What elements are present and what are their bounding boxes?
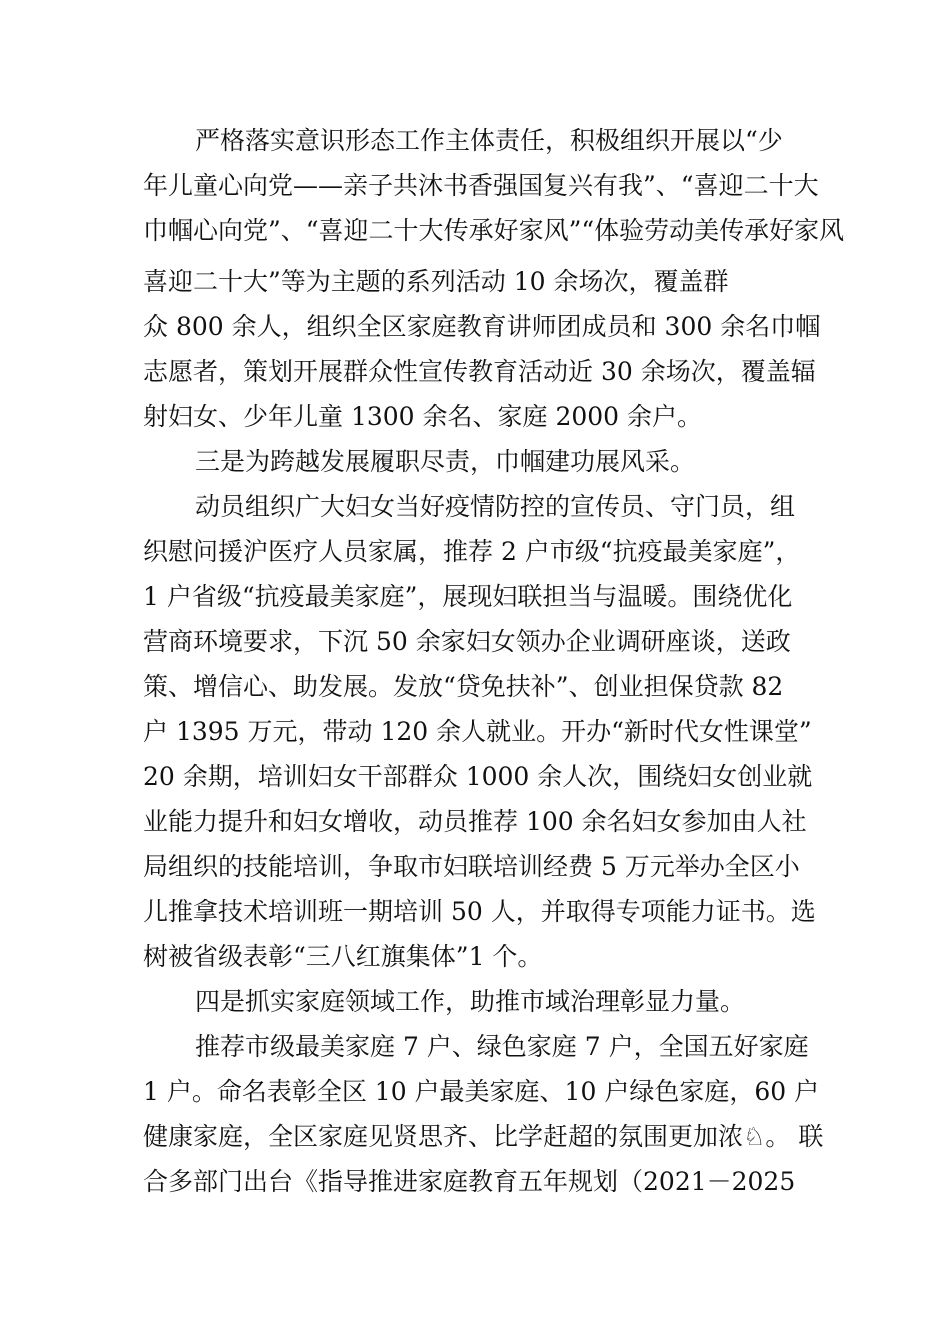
text-line: 树被省级表彰“三八红旗集体”1 个。 — [143, 942, 543, 971]
section-heading: 四是抓实家庭领域工作，助推市域治理彰显力量。 — [195, 987, 746, 1016]
text-line: 年儿童心向党——亲子共沐书香强国复兴有我”、“喜迎二十大 — [143, 171, 819, 200]
text-line: 健康家庭，全区家庭见贤思齐、比学赶超的氛围更加浓♘。 联 — [143, 1122, 824, 1151]
text-line: 射妇女、少年儿童 1300 余名、家庭 2000 余户。 — [143, 402, 703, 431]
text-line: 儿推拿技术培训班一期培训 50 人，并取得专项能力证书。选 — [143, 897, 816, 926]
text-line: 推荐市级最美家庭 7 户、绿色家庭 7 户，全国五好家庭 — [195, 1032, 809, 1061]
text-line: 户 1395 万元，带动 120 余人就业。开办“新时代女性课堂” — [143, 717, 812, 746]
text-line: 志愿者，策划开展群众性宣传教育活动近 30 余场次，覆盖辐 — [143, 357, 816, 386]
text-line: 营商环境要求，下沉 50 余家妇女领办企业调研座谈，送政 — [143, 627, 791, 656]
text-line: 合多部门出台《指导推进家庭教育五年规划（2021－2025 — [143, 1167, 796, 1196]
text-line: 众 800 余人，组织全区家庭教育讲师团成员和 300 余名巾帼 — [143, 312, 821, 341]
text-line: 策、增信心、助发展。发放“贷免扶补”、创业担保贷款 82 — [143, 672, 784, 701]
text-line: 业能力提升和妇女增收，动员推荐 100 余名妇女参加由人社 — [143, 807, 807, 836]
text-line: 20 余期，培训妇女干部群众 1000 余人次，围绕妇女创业就 — [143, 762, 813, 791]
text-line: 喜迎二十大”等为主题的系列活动 10 余场次，覆盖群 — [143, 267, 729, 296]
text-line: 织慰问援沪医疗人员家属，推荐 2 户市级“抗疫最美家庭”， — [143, 537, 801, 566]
text-line: 动员组织广大妇女当好疫情防控的宣传员、守门员，组 — [195, 492, 796, 521]
section-heading: 三是为跨越发展履职尽责，巾帼建功展风采。 — [195, 447, 696, 476]
text-line: 巾帼心向党”、“喜迎二十大传承好家风”“体验劳动美传承好家风 — [143, 216, 845, 245]
text-line: 1 户。命名表彰全区 10 户最美家庭、10 户绿色家庭，60 户 — [143, 1077, 820, 1106]
text-line: 局组织的技能培训，争取市妇联培训经费 5 万元举办全区小 — [143, 852, 800, 881]
text-line: 1 户省级“抗疫最美家庭”，展现妇联担当与温暖。围绕优化 — [143, 582, 793, 611]
text-line: 严格落实意识形态工作主体责任，积极组织开展以“少 — [195, 126, 783, 155]
